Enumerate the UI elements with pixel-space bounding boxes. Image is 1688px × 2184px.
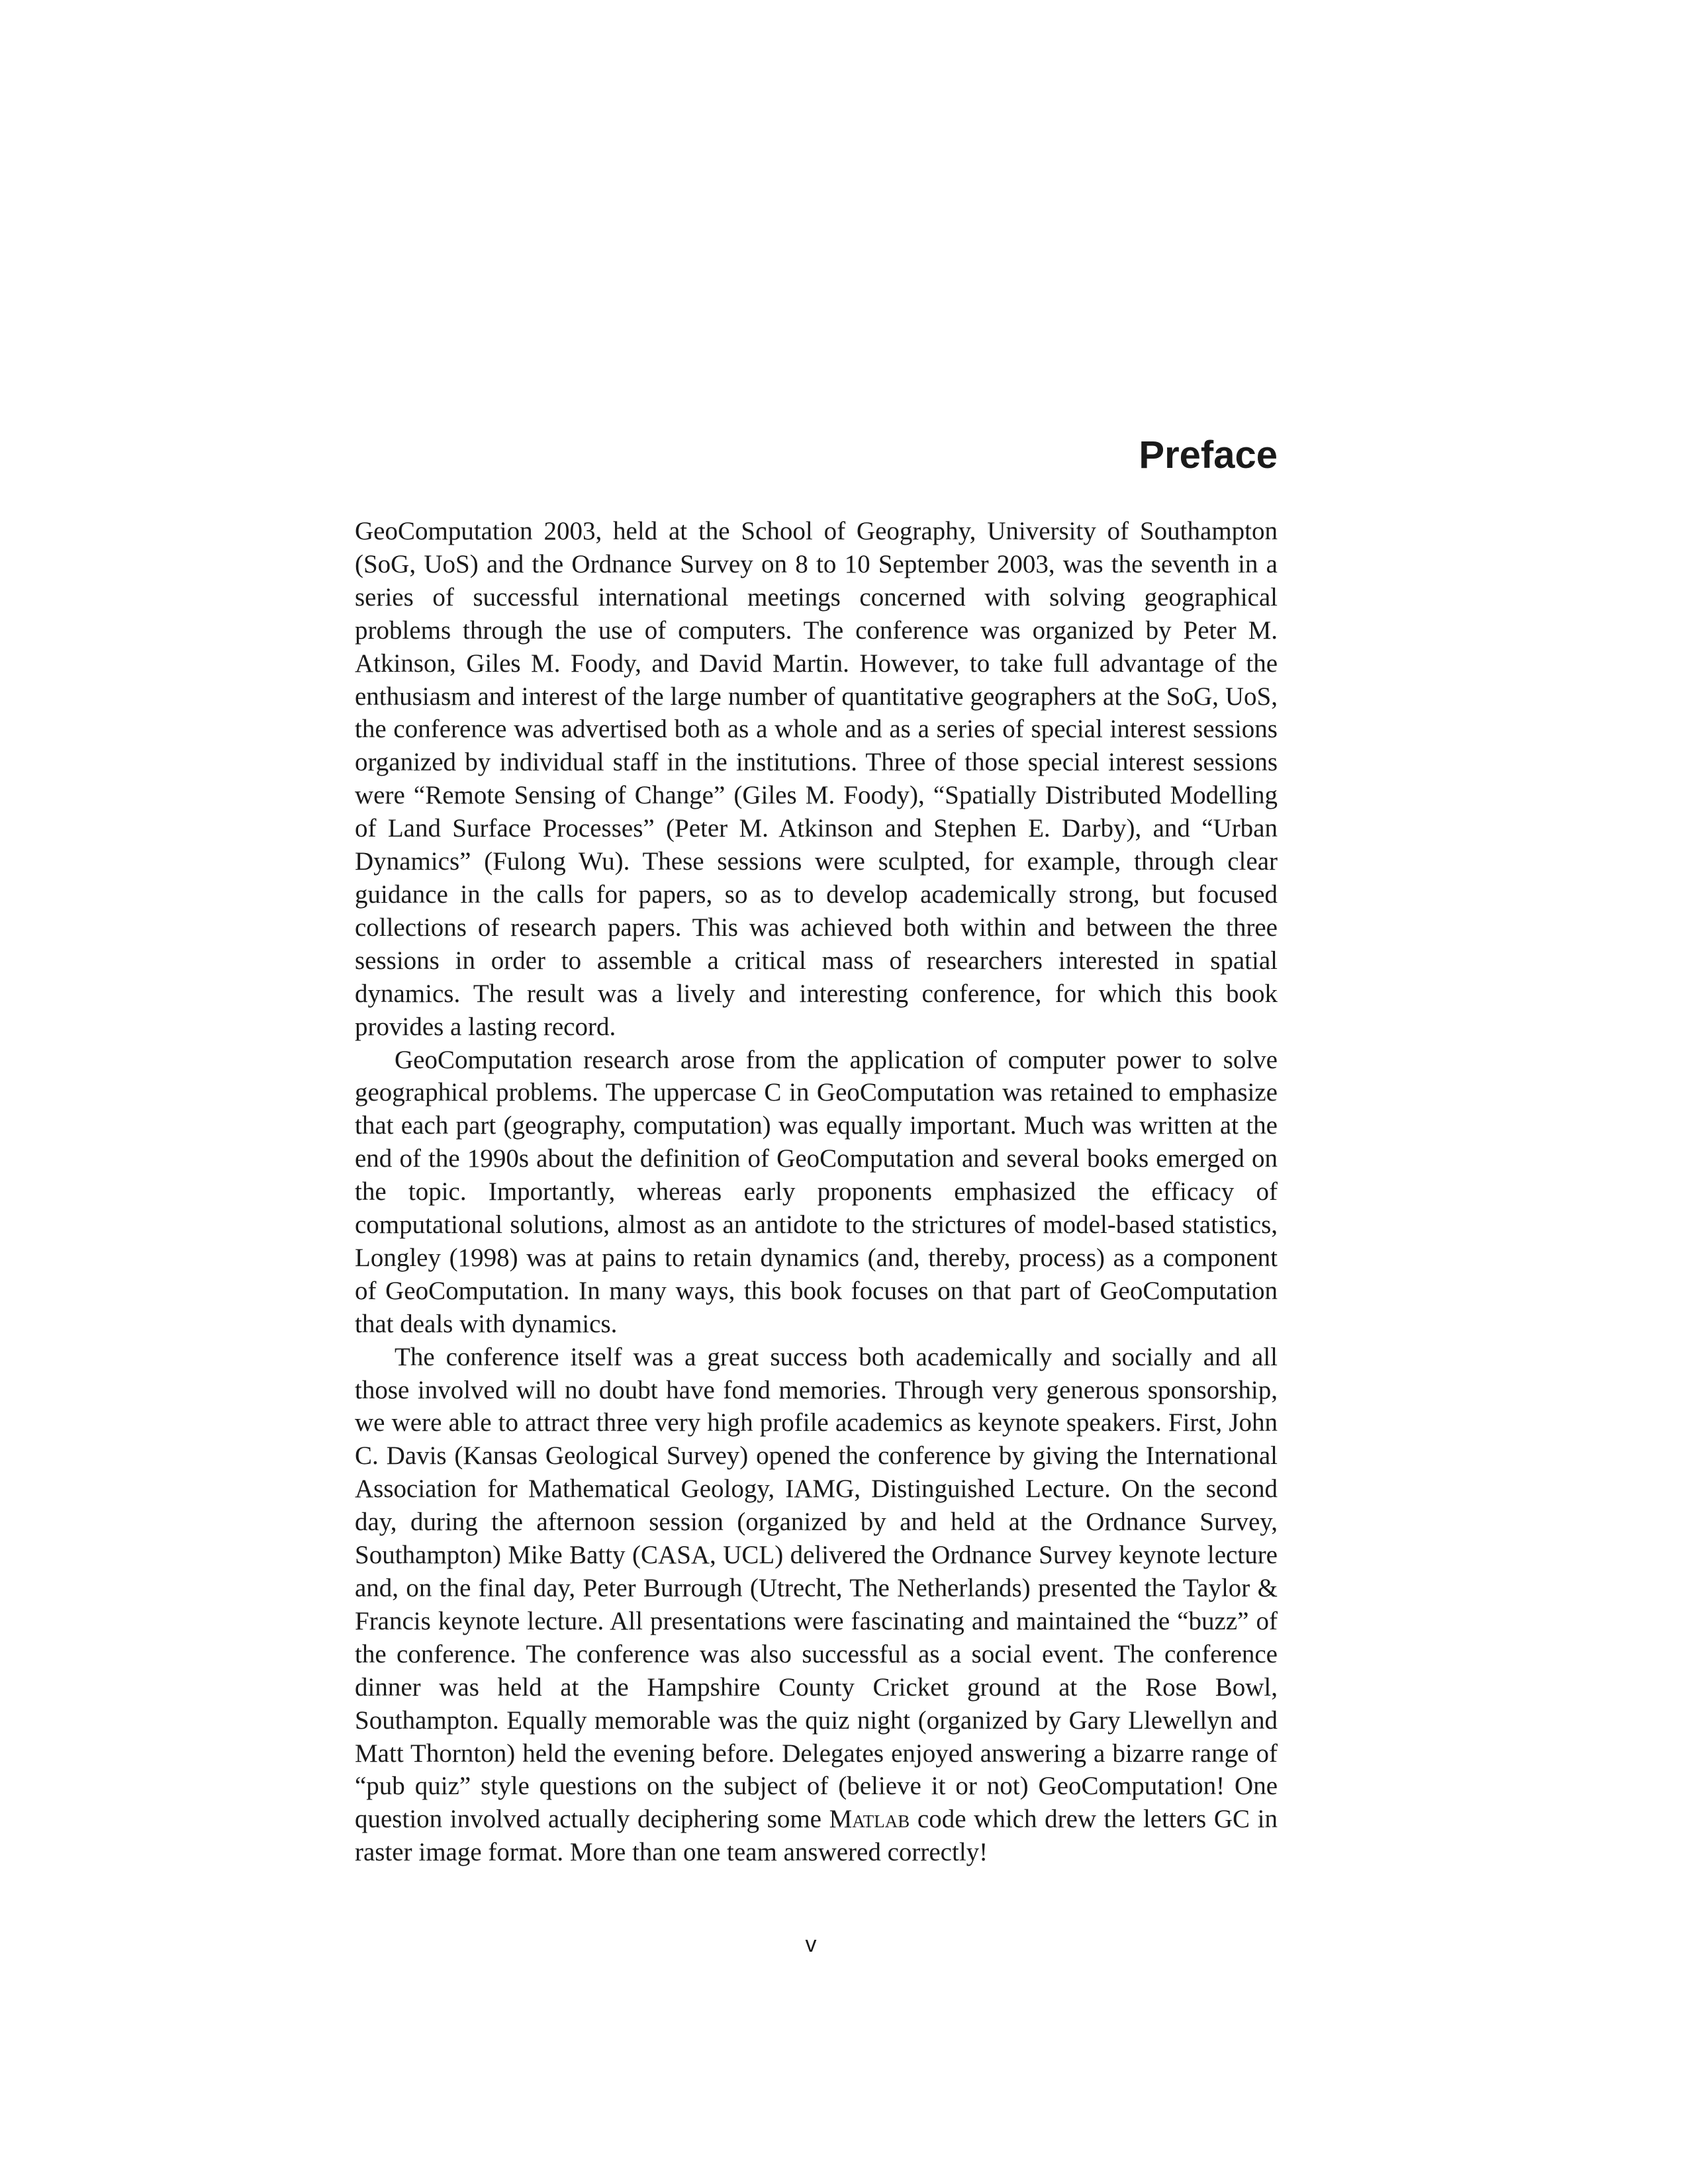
paragraph-3 xyxy=(355,1341,1278,1870)
preface-body xyxy=(355,515,1278,1869)
paragraph-2: GeoComputation research arose from the application of computer power to solve geographical problems. The uppercase C in GeoComputation was retained to emphasize that each part (geography, computation) was equally important. Much was written at the end of the 1990s about the definition of GeoComputation and several books emerged on the topic. Importantly, whereas early proponents emphasized the efficacy of computational solutions, almost as an antidote to the strictures of model-based statistics, Longley (1998) was at pains to retain dynamics (and, thereby, process) as a component of GeoComputation. In many ways, this book focuses on that part of GeoComputation that deals with dynamics. xyxy=(355,1045,1278,1338)
page-title: Preface xyxy=(1139,433,1278,477)
paragraph-3-text-start: The conference itself was a great success both academically and socially and all those involved will no doubt have fond memories. Through very generous sponsorship, we were able to attract three very high profile academics as keynote speakers. First, John C. Davis (Kansas Geological Survey) opened the conference by giving the International Association for Mathematical Geology, IAMG, Distinguished Lecture. On the second day, during the afternoon session (organized by and held at the Ordnance Survey, Southampton) Mike Batty (CASA, UCL) delivered the Ordnance Survey keynote lecture and, on the final day, Peter Burrough (Utrecht, The Netherlands) presented the Taylor & Francis keynote lecture. All presentations were fascinating and maintained the “buzz” of the conference. The conference was also successful as a social event. The conference dinner was held at the Hampshire County Cricket ground at the Rose Bowl, Southampton. Equally memorable was the quiz night (organized by Gary Llewellyn and Matt Thornton) held the evening before. Delegates enjoyed answering a bizarre range of “pub quiz” style questions on the subject of (believe it or not) GeoComputation! One question involved actually deciphering some xyxy=(355,1342,1278,1834)
software-name-matlab: Matlab xyxy=(829,1805,910,1834)
paragraph-3-text-end: code which drew the letters GC in raster image format. More than one team answered correctly! xyxy=(355,1805,1278,1867)
paragraph-1: GeoComputation 2003, held at the School of Geography, University of Southampton (SoG, UoS) and the Ordnance Survey on 8 to 10 September 2003, was the seventh in a series of successful international meetings concerned with solving geographical problems through the use of computers. The conference was organized by Peter M. Atkinson, Giles M. Foody, and David Martin. However, to take full advantage of the enthusiasm and interest of the large number of quantitative geographers at the SoG, UoS, the conference was advertised both as a whole and as a series of special interest sessions organized by individual staff in the institutions. Three of those special interest sessions were “Remote Sensing of Change” (Giles M. Foody), “Spatially Distributed Modelling of Land Surface Processes” (Peter M. Atkinson and Stephen E. Darby), and “Urban Dynamics” (Fulong Wu). These sessions were sculpted, for example, through clear guidance in the calls for papers, so as to develop academically strong, but focused collections of research papers. This was achieved both within and between the three sessions in order to assemble a critical mass of researchers interested in spatial dynamics. The result was a lively and interesting conference, for which this book provides a lasting record. xyxy=(355,517,1278,1041)
page-number: v xyxy=(805,1932,817,1957)
